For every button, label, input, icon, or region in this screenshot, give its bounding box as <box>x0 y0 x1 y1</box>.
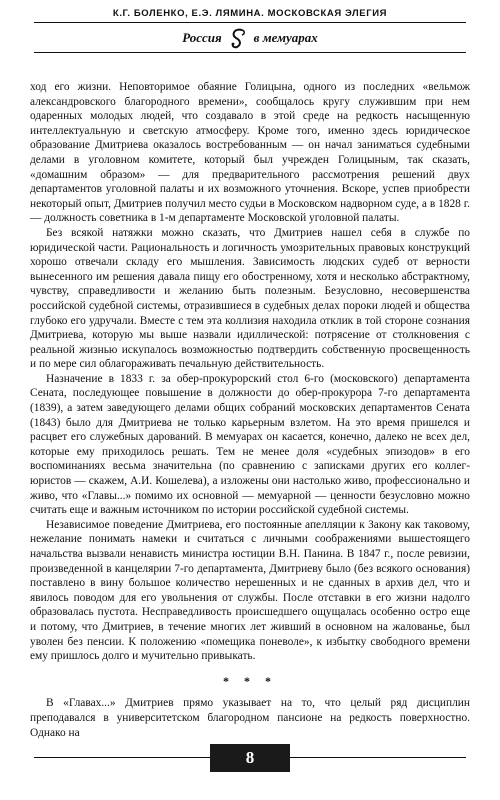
body-paragraph-3: Назначение в 1833 г. за обер-прокурорский стол 6-го (московского) департамента Сената, последующее повышение в должности до обер-прокурора 7-го департамента (1839), а затем заведующего делами общих собраний московских департаментов Сената (1843) было для Дмитриева не только карьерным взлетом. На это время пришелся и расцвет его служебных дарований. В мемуарах он касается, конечно, далеко не всех дел, которые ему приходилось решать. Тем не менее доля «судебных эпизодов» в его воспоминаниях весьма значительна (по сравнению с записками других его коллег-юристов — скажем, А.И. Кошелева), а изложены они настолько живо, профессионально и живо, что «Главы...» помимо их основной — мемуарной — ценности безусловно можно считать еще и важным источником по истории российской судебной системы. <box>30 372 470 517</box>
series-title-right: в мемуарах <box>253 30 318 45</box>
header-authors: К.Г. БОЛЕНКО, Е.Э. ЛЯМИНА. МОСКОВСКАЯ ЭЛЕГИЯ <box>34 8 466 23</box>
body-paragraph-2: Без всякой натяжки можно сказать, что Дмитриев нашел себя в службе по юридической части. Рациональность и логичность умозрительных правовых конструкций хорошо отвечали складу его мышления. Зависимость людских судеб от верности вынесенного им решения давала пищу его обостренному, хотя и несколько абстрактному, чувству, справедливости и желанию быть полезным. Безусловно, несовершенства российской судебной системы, отразившиеся в судебных делах пороки людей и общества глубоко его удручали. Вместе с тем эта коллизия находила отклик в той стороне сознания Дмитриева, которую мы выше назвали идиллической: потрясение от столкновения с реальной жизнью искупалось возможностью подтвердить собственную просвещенность и по мере сил облагораживать печальную действительность. <box>30 226 470 371</box>
series-title-left: Россия <box>182 30 222 45</box>
section-separator: * * * <box>223 673 277 688</box>
running-header <box>34 8 466 53</box>
body-paragraph-5: В «Главах...» Дмитриев прямо указывает на то, что целый ряд дисциплин преподавался в университетском благородном пансионе на редкость поверхностно. Однако на <box>30 697 470 739</box>
page-number: 8 <box>210 744 290 772</box>
page-body <box>30 80 470 740</box>
series-title <box>34 27 466 53</box>
body-paragraph-1: ход его жизни. Неповторимое обаяние Голицына, одного из последних «вельмож александровского благородного времени», сообщалось кругу служившим при нем одаренных молодых людей, что создавало в этой среде на редкость насыщенную интеллектуальную и светскую атмосферу. Кроме того, именно здесь юридическое образование Дмитриева оказалось востребованным — он начал заниматься судебными делами в уголовном комитете, который был учрежден Голицыным, так сказать, «домашним образом» — для предварительного рассмотрения решений двух департаментов уголовной палаты и их возможного уточнения. Вскоре, успев приобрести некоторый опыт, Дмитриев получил место судьи в Московском надворном суде, а в 1828 г. — должность советника в 1-м департаменте Московской уголовной палаты. <box>30 81 470 225</box>
body-paragraph-4: Независимое поведение Дмитриева, его постоянные апелляции к Закону как таковому, нежелание понимать намеки и считаться с личными соображениями вышестоящего начальства вызвали ненависть министра юстиции В.Н. Панина. В 1847 г., после ревизии, произведенной в канцелярии 7-го департамента, Дмитриеву было (без всякого основания) поставлено в вину большое количество нерешенных и не сданных в архив дел, что и явилось поводом для его увольнения от службы. После отставки в его жизни надолго образовалась пустота. Несправедливость происшедшего ощущалась особенно остро еще и потому, что Дмитриев, в течение многих лет живший в основном на жалованье, был уволен без пенсии. К положению «помещика поневоле», к избытку свободного времени ему пришлось долго и мучительно привыкать. <box>30 518 470 663</box>
stylized-letter-emblem-icon <box>228 27 248 49</box>
